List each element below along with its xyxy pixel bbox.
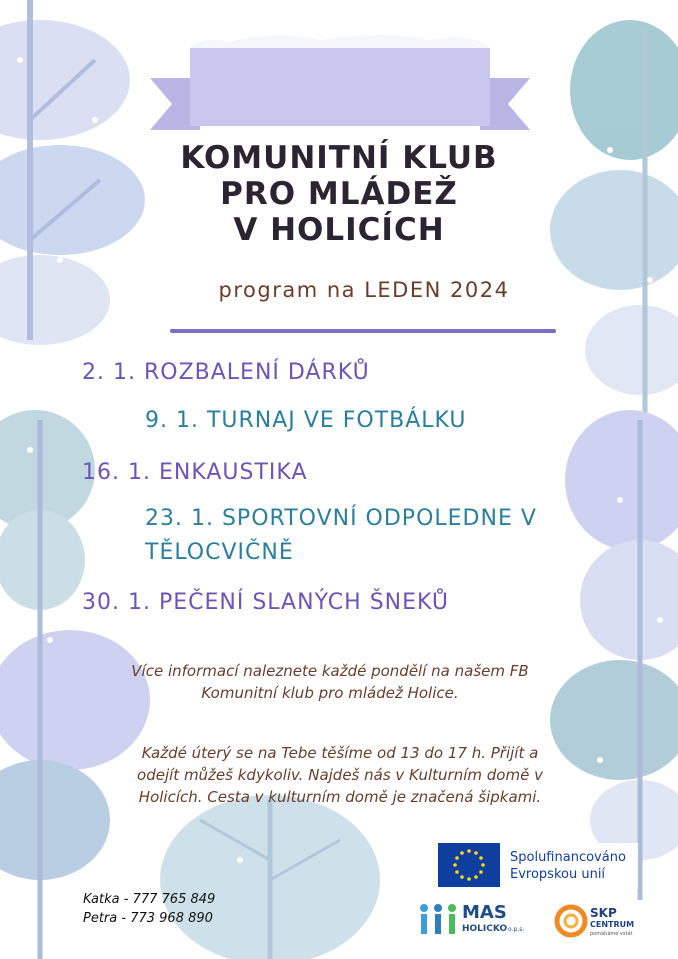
page-title	[0, 140, 678, 248]
eu-caption-line-1: Spolufinancováno	[510, 850, 626, 865]
eu-flag-icon	[438, 843, 500, 887]
mas-holicko-logo	[418, 900, 528, 940]
info-facebook	[70, 660, 590, 704]
mas-name: MAS	[462, 902, 507, 923]
mas-people-icon	[418, 902, 458, 936]
skp-centrum-logo	[554, 904, 646, 944]
title-line-3: V HOLICÍCH	[233, 212, 445, 248]
info-facebook-line-1: Více informací naleznete každé pondělí na našem FB	[131, 662, 529, 680]
eu-cofinanced-logo	[438, 843, 638, 889]
info-hours-line-1: Každé úterý se na Tebe těšíme od 13 do 17 h. Přijít a	[141, 744, 539, 762]
event-item: 30. 1. PEČENÍ SLANÝCH ŠNEKŮ	[82, 590, 449, 615]
event-item: 23. 1. SPORTOVNÍ ODPOLEDNE V	[145, 506, 537, 531]
skp-name: SKP	[590, 906, 617, 920]
bottom-tree	[160, 795, 380, 959]
event-item: 16. 1. ENKAUSTIKA	[82, 460, 308, 485]
divider-line	[170, 329, 556, 333]
contact-petra: Petra - 773 968 890	[83, 911, 213, 926]
info-opening-hours	[75, 742, 605, 808]
mas-suffix: o.p.s.	[508, 926, 525, 933]
skp-tagline: pomáháme vstát	[590, 931, 633, 937]
title-line-1: KOMUNITNÍ KLUB	[180, 140, 498, 176]
info-facebook-line-2: Komunitní klub pro mládež Holice.	[201, 684, 459, 702]
program-subtitle: program na LEDEN 2024	[218, 278, 510, 302]
event-item: 2. 1. ROZBALENÍ DÁRKŮ	[82, 360, 370, 385]
mas-subname: HOLICKO	[462, 924, 508, 934]
contact-katka: Katka - 777 765 849	[83, 892, 216, 907]
info-hours-line-3: Holicích. Cesta v kulturním domě je značená šipkami.	[138, 788, 542, 806]
event-item: 9. 1. TURNAJ VE FOTBÁLKU	[145, 408, 467, 433]
info-hours-line-2: odejít můžeš kdykoliv. Najdeš nás v Kulturním domě v	[137, 766, 543, 784]
eu-caption	[510, 849, 626, 883]
ribbon-banner	[150, 35, 530, 130]
skp-subname: CENTRUM	[590, 920, 635, 929]
eu-caption-line-2: Evropskou unií	[510, 867, 606, 882]
event-item-continued: TĚLOCVIČNĚ	[145, 540, 294, 565]
title-line-2: PRO MLÁDEŽ	[220, 176, 458, 212]
skp-swirl-icon	[554, 904, 588, 938]
